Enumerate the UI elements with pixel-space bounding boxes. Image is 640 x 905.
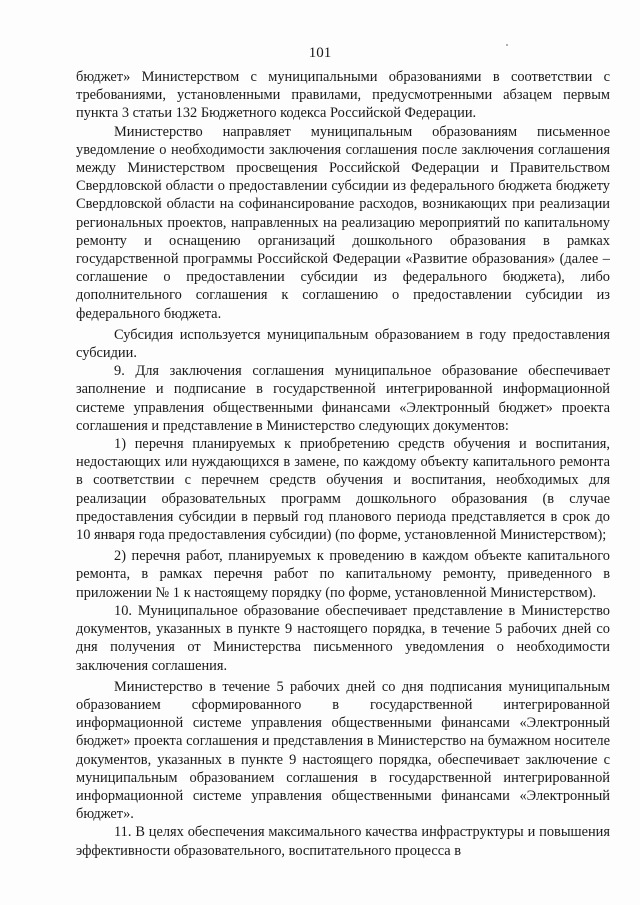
- paragraph-notification: Министерство направляет муниципальным образованиям письменное уведомление о необходимости заключения соглашения после заключения соглашения между Министерством просвещения Российской Федерации и Правительством Свердловской области о предоставлении субсидии из федерального бюджета бюджету Свердловской области на софинансирование расходов, возникающих при реализации региональных проектов, направленных на реализацию мероприятий по капитальному ремонту и оснащению организаций дошкольного образования в рамках государственной программы Российской Федерации «Развитие образования» (далее – соглашение о предоставлении субсидии из федерального бюджета), либо дополнительного соглашения к соглашению о предоставлении субсидии из федерального бюджета.: [76, 123, 610, 322]
- paragraph-ministry-deadline: Министерство в течение 5 рабочих дней со дня подписания муниципальным образованием сформированного в государственной интегрированной информационной системе управления общественными финансами «Электронный бюджет» проекта соглашения и представления в Министерство на бумажном носителе документов, указанных в пункте 9 настоящего порядка, обеспечивает заключение с муниципальным образованием соглашения в государственной интегрированной информационной системе управления общественными финансами «Электронный бюджет».: [76, 678, 610, 823]
- paragraph-item-11: 11. В целях обеспечения максимального качества инфраструктуры и повышения эффективности образовательного, воспитательного процесса в: [76, 824, 610, 859]
- paragraph-continuation: бюджет» Министерством с муниципальными образованиями в соответствии с требованиями, установленными правилами, предусмотренными абзацем первым пункта 3 статьи 132 Бюджетного кодекса Российской Федерации.: [76, 69, 610, 122]
- paragraph-item-9: 9. Для заключения соглашения муниципальное образование обеспечивает заполнение и подписание в государственной интегрированной информационной системе управления общественными финансами «Электронный бюджет» проекта соглашения и представление в Министерство следующих документов:: [76, 363, 610, 434]
- paragraph-item-10: 10. Муниципальное образование обеспечивает представление в Министерство документов, указанных в пункте 9 настоящего порядка, в течение 5 рабочих дней со дня получения от Министерства письменного уведомления о необходимости заключения соглашения.: [76, 602, 610, 674]
- paragraph-item-9-1: 1) перечня планируемых к приобретению средств обучения и воспитания, недостающих или нуждающихся в замене, по каждому объекту капитального ремонта в соответствии с перечнем средств обучения и воспитания, необходимых для реализации образовательных программ дошкольного образования (в случае предоставления субсидии в первый год планового периода представляется в срок до 10 января года предоставления субсидии) (по форме, установленной Министерством);: [76, 436, 610, 544]
- page-number: 101: [308, 45, 332, 61]
- paragraph-subsidy-use: Субсидия используется муниципальным образованием в году предоставления субсидии.: [76, 326, 610, 362]
- paragraph-item-9-2: 2) перечня работ, планируемых к проведению в каждом объекте капитального ремонта, в рамках перечня работ по капитальному ремонту, приведенного в приложении № 1 к настоящему порядку (по форме, установленной Министерством).: [76, 548, 610, 601]
- body-text: [76, 68, 610, 860]
